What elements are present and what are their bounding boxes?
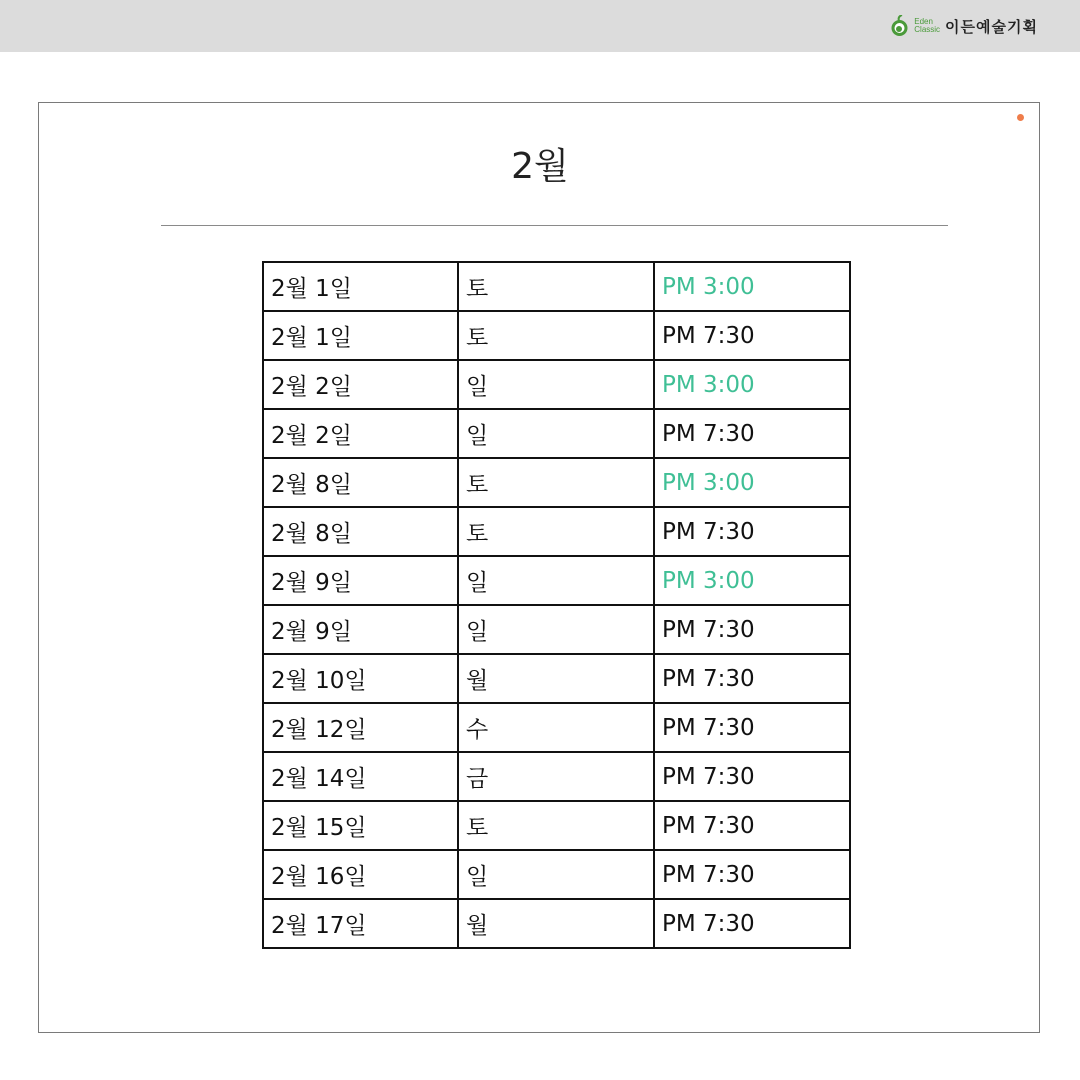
schedule-date-cell: 2월 12일	[263, 703, 458, 752]
schedule-time-cell: PM 3:00	[654, 556, 850, 605]
schedule-row	[263, 507, 850, 556]
schedule-date-cell: 2월 15일	[263, 801, 458, 850]
schedule-time-cell: PM 3:00	[654, 360, 850, 409]
schedule-date-cell: 2월 16일	[263, 850, 458, 899]
schedule-row	[263, 409, 850, 458]
schedule-time-cell: PM 7:30	[654, 752, 850, 801]
schedule-row	[263, 801, 850, 850]
schedule-row	[263, 703, 850, 752]
schedule-date-cell: 2월 8일	[263, 458, 458, 507]
schedule-day-cell: 토	[458, 507, 654, 556]
schedule-row	[263, 262, 850, 311]
schedule-day-cell: 일	[458, 556, 654, 605]
schedule-row	[263, 899, 850, 948]
schedule-date-cell: 2월 8일	[263, 507, 458, 556]
schedule-time-cell: PM 7:30	[654, 311, 850, 360]
schedule-date-cell: 2월 1일	[263, 311, 458, 360]
schedule-day-cell: 토	[458, 801, 654, 850]
schedule-day-cell: 금	[458, 752, 654, 801]
schedule-table	[262, 261, 851, 949]
brand-english-name	[914, 18, 940, 34]
schedule-row	[263, 311, 850, 360]
schedule-time-cell: PM 3:00	[654, 262, 850, 311]
schedule-row	[263, 458, 850, 507]
schedule-time-cell: PM 7:30	[654, 507, 850, 556]
page-title: 2월	[511, 146, 569, 187]
corner-dot	[1017, 114, 1024, 121]
brand-en-line2: Classic	[914, 25, 941, 34]
brand-en-line1: Eden	[914, 17, 933, 26]
schedule-day-cell: 일	[458, 409, 654, 458]
schedule-date-cell: 2월 10일	[263, 654, 458, 703]
schedule-row	[263, 605, 850, 654]
schedule-day-cell: 일	[458, 850, 654, 899]
eden-classic-logo-icon	[890, 15, 909, 37]
schedule-date-cell: 2월 14일	[263, 752, 458, 801]
schedule-time-cell: PM 3:00	[654, 458, 850, 507]
brand-korean-name: 이든예술기획	[945, 17, 1038, 36]
top-bar	[0, 0, 1080, 52]
schedule-time-cell: PM 7:30	[654, 654, 850, 703]
schedule-day-cell: 일	[458, 605, 654, 654]
schedule-time-cell: PM 7:30	[654, 899, 850, 948]
schedule-date-cell: 2월 9일	[263, 556, 458, 605]
schedule-day-cell: 일	[458, 360, 654, 409]
schedule-row	[263, 654, 850, 703]
brand	[890, 12, 1038, 40]
schedule-time-cell: PM 7:30	[654, 703, 850, 752]
schedule-time-cell: PM 7:30	[654, 409, 850, 458]
schedule-time-cell: PM 7:30	[654, 850, 850, 899]
schedule-day-cell: 토	[458, 458, 654, 507]
schedule-date-cell: 2월 17일	[263, 899, 458, 948]
schedule-date-cell: 2월 9일	[263, 605, 458, 654]
schedule-row	[263, 556, 850, 605]
schedule-day-cell: 월	[458, 899, 654, 948]
title-divider	[161, 225, 948, 226]
schedule-day-cell: 토	[458, 262, 654, 311]
schedule-day-cell: 수	[458, 703, 654, 752]
schedule-row	[263, 360, 850, 409]
schedule-date-cell: 2월 2일	[263, 360, 458, 409]
schedule-row	[263, 850, 850, 899]
schedule-date-cell: 2월 2일	[263, 409, 458, 458]
schedule-body	[263, 262, 850, 948]
schedule-day-cell: 월	[458, 654, 654, 703]
schedule-time-cell: PM 7:30	[654, 801, 850, 850]
schedule-time-cell: PM 7:30	[654, 605, 850, 654]
schedule-row	[263, 752, 850, 801]
schedule-day-cell: 토	[458, 311, 654, 360]
schedule-date-cell: 2월 1일	[263, 262, 458, 311]
